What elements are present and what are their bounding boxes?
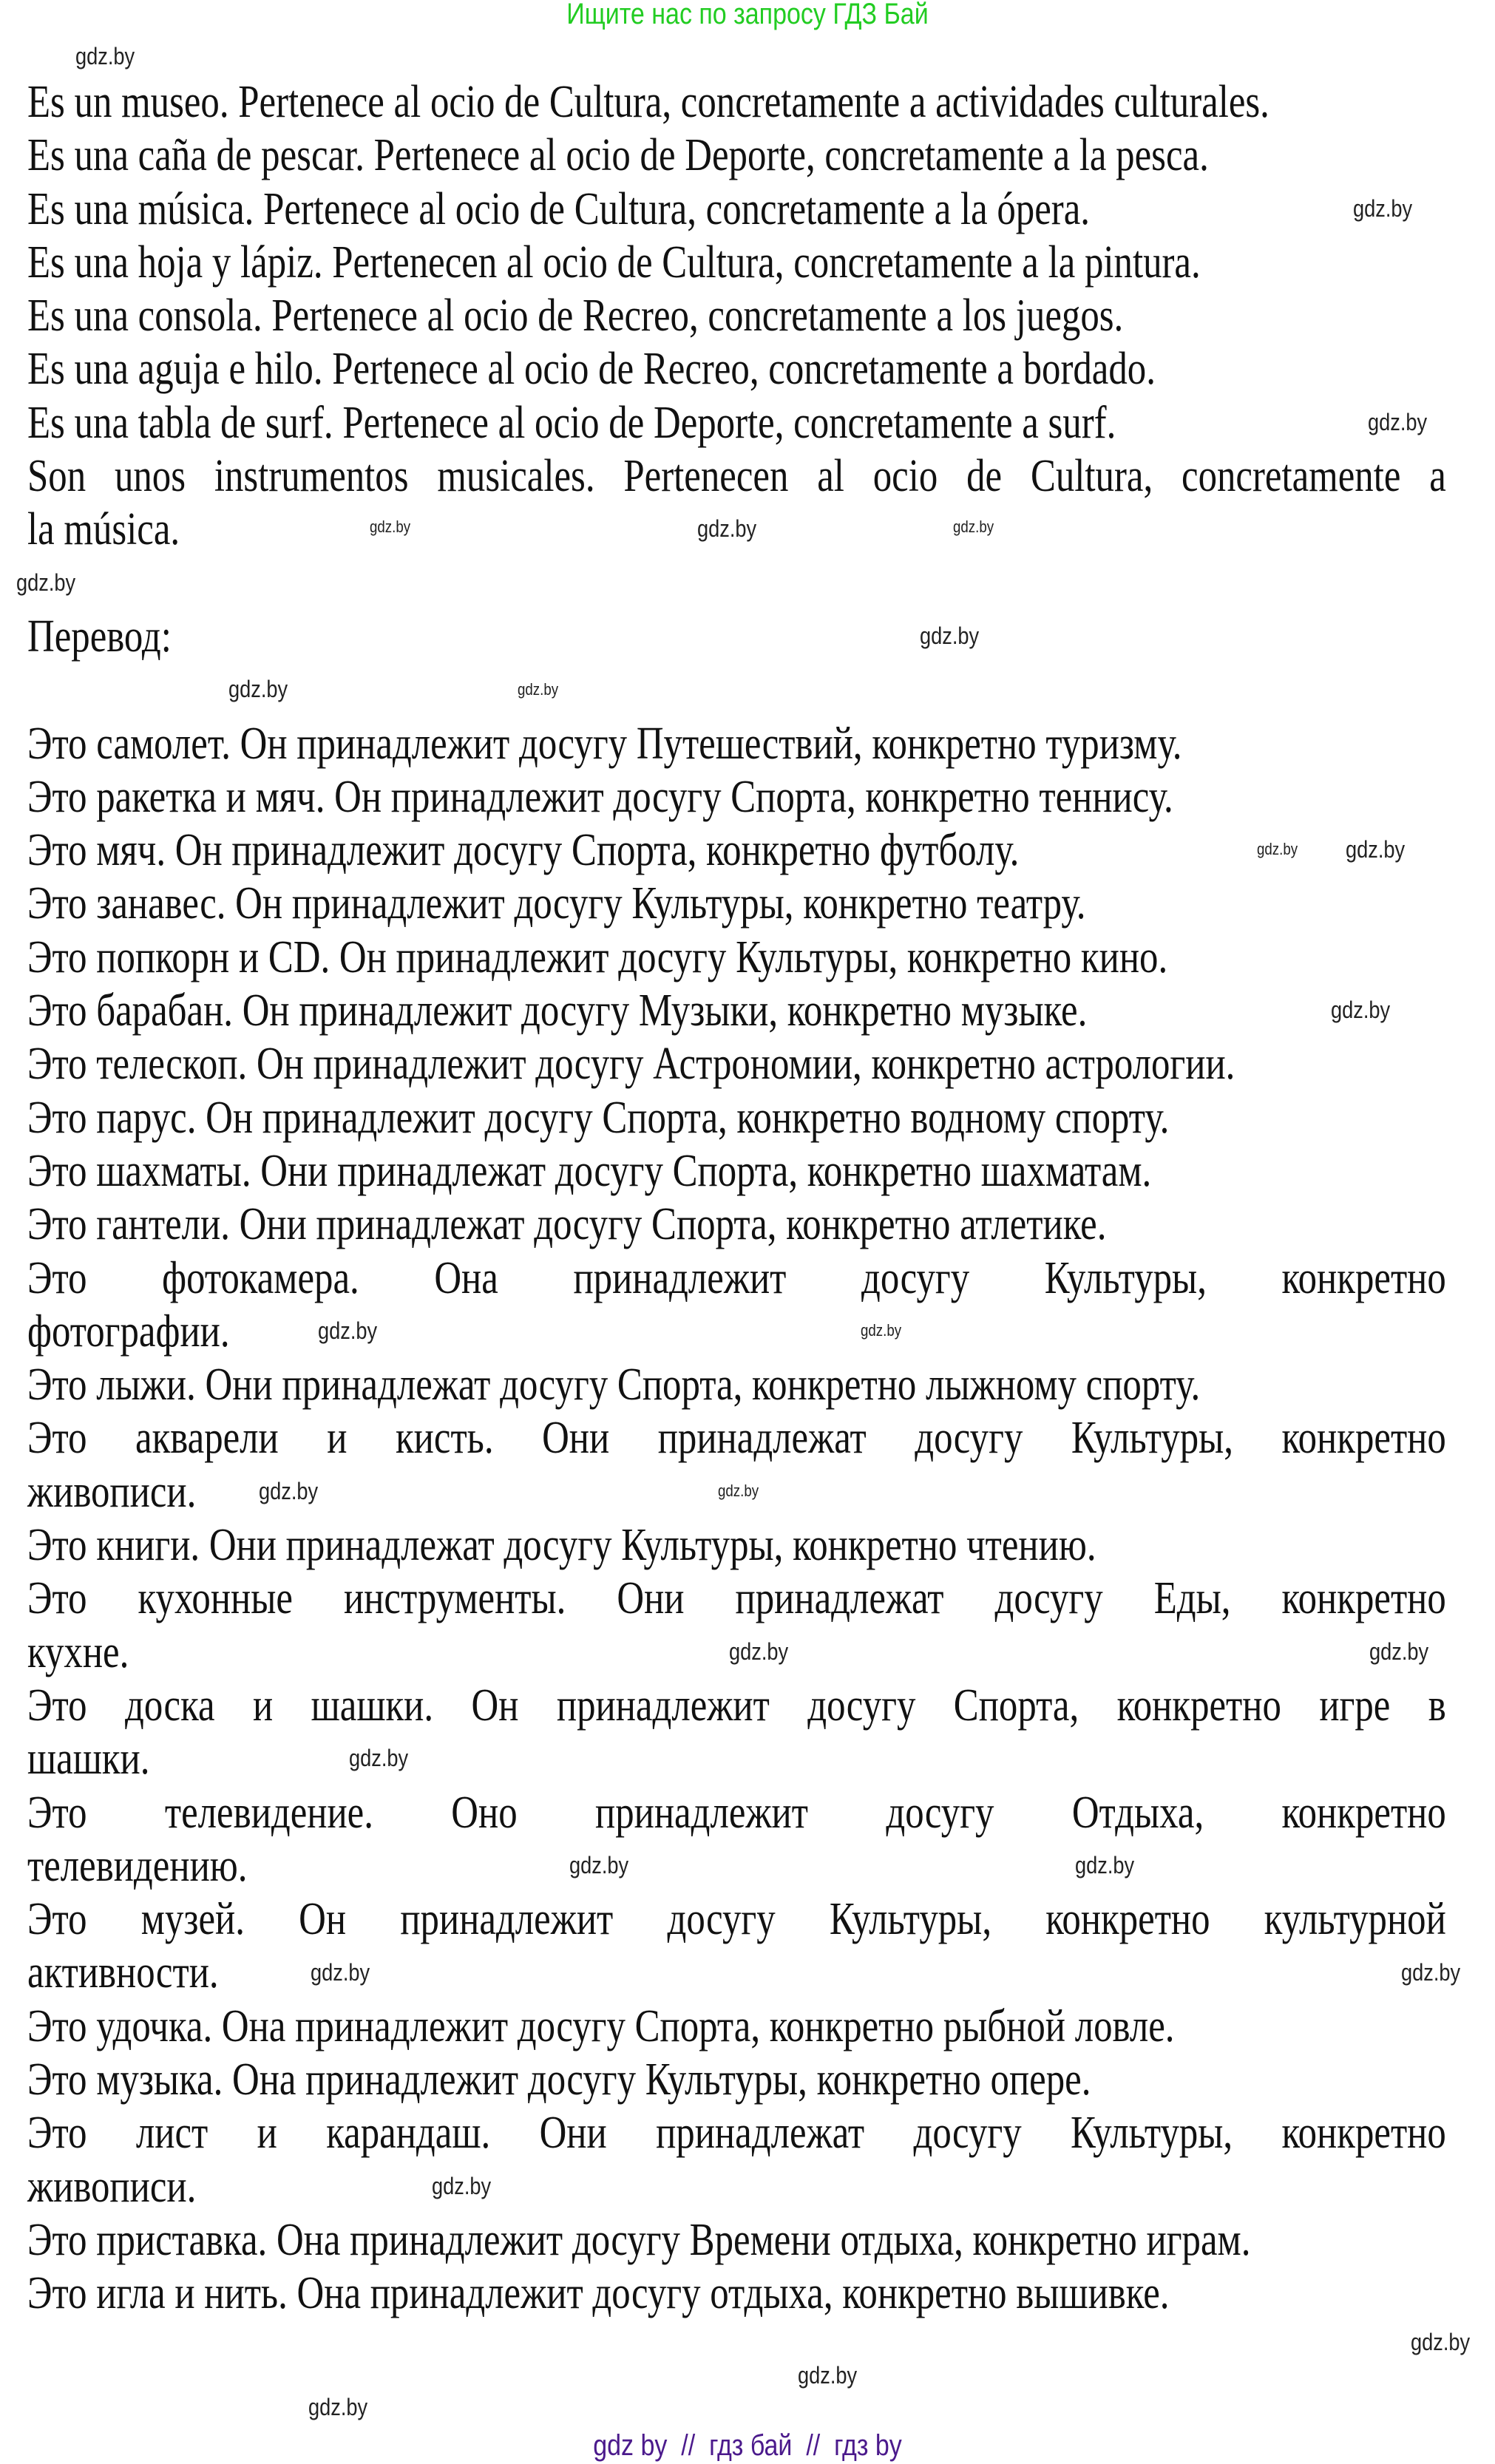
text-line: Это мяч. Он принадлежит досугу Спорта, конкретно футболу. [27, 825, 1020, 876]
watermark: gdz.by [1369, 1638, 1429, 1665]
russian-sentence [27, 1411, 1446, 1518]
spanish-sentence [27, 236, 1446, 289]
footer-links[interactable]: gdz by // гдз бай // гдз by [593, 2429, 902, 2462]
text-line: Это доска и шашки. Он принадлежит досугу Спорта, конкретно игре в [27, 1680, 1446, 1731]
text-line: Это лыжи. Они принадлежат досугу Спорта, конкретно лыжному спорту. [27, 1360, 1201, 1411]
watermark: gdz.by [75, 43, 135, 69]
text-line: Это самолет. Он принадлежит досугу Путешествий, конкретно туризму. [27, 718, 1182, 769]
russian-sentence [27, 1198, 1446, 1251]
text-line: Это акварели и кисть. Они принадлежат досугу Культуры, конкретно [27, 1413, 1446, 1464]
text-line: Это кухонные инструменты. Они принадлежат досугу Еды, конкретно [27, 1573, 1446, 1624]
watermark: gdz.by [318, 1317, 378, 1344]
watermark: gdz.by [518, 680, 559, 699]
russian-sentence [27, 2267, 1446, 2320]
text-line: Это телевидение. Оно принадлежит досугу Отдыха, конкретно [27, 1787, 1446, 1838]
text-line: Это музей. Он принадлежит досугу Культуры, конкретно культурной [27, 1894, 1446, 1945]
text-line: шашки. [27, 1734, 150, 1785]
text-line: Это лист и карандаш. Они принадлежат досугу Культуры, конкретно [27, 2108, 1446, 2159]
watermark: gdz.by [920, 622, 980, 649]
text-line: активности. [27, 1947, 219, 1998]
text-line: Это попкорн и CD. Он принадлежит досугу Культуры, конкретно кино. [27, 931, 1168, 982]
spanish-sentence [27, 183, 1446, 236]
russian-sentence [27, 2000, 1446, 2053]
russian-sentence [27, 1786, 1446, 1893]
text-line: Es un museo. Pertenece al ocio de Cultura, concretamente a actividades culturales. [27, 77, 1269, 127]
text-line: Это книги. Они принадлежат досугу Культуры, конкретно чтению. [27, 1520, 1096, 1571]
watermark: gdz.by [1411, 2329, 1471, 2355]
text-line: Это удочка. Она принадлежит досугу Спорта, конкретно рыбной ловле. [27, 2000, 1175, 2051]
watermark: gdz.by [697, 515, 757, 542]
watermark: gdz.by [1353, 195, 1413, 222]
russian-sentence [27, 1037, 1446, 1090]
text-line: Es una tabla de surf. Pertenece al ocio de Deporte, concretamente a surf. [27, 397, 1116, 448]
russian-sentence [27, 931, 1446, 984]
russian-sentence [27, 984, 1446, 1037]
text-line: Это ракетка и мяч. Он принадлежит досугу Спорта, конкретно теннису. [27, 771, 1173, 822]
russian-sentence [27, 2213, 1446, 2267]
watermark: gdz.by [228, 676, 288, 702]
spanish-sentence [27, 396, 1446, 449]
watermark: gdz.by [1368, 409, 1428, 435]
text-line: Это телескоп. Он принадлежит досугу Астрономии, конкретно астрологии. [27, 1039, 1235, 1090]
spacer [27, 557, 1446, 610]
text-line: живописи. [27, 1466, 197, 1517]
watermark: gdz.by [798, 2362, 858, 2389]
text-line: живописи. [27, 2161, 197, 2212]
watermark: gdz.by [349, 1745, 409, 1771]
text-line: Es una caña de pescar. Pertenece al ocio de Deporte, concretamente a la pesca. [27, 130, 1209, 181]
russian-sentence [27, 1091, 1446, 1144]
spanish-sentence [27, 289, 1446, 342]
text-line: Это шахматы. Они принадлежат досугу Спорта, конкретно шахматам. [27, 1145, 1152, 1196]
russian-sentence [27, 877, 1446, 930]
watermark: gdz.by [729, 1638, 789, 1665]
russian-sentence [27, 1252, 1446, 1359]
watermark: gdz.by [718, 1482, 759, 1500]
text-line: Es una consola. Pertenece al ocio de Recreo, concretamente a los juegos. [27, 291, 1124, 342]
text-line: Это игла и нить. Она принадлежит досугу отдыха, конкретно вышивке. [27, 2268, 1170, 2319]
watermark: gdz.by [1257, 840, 1298, 858]
watermark: gdz.by [861, 1321, 902, 1340]
russian-sentence [27, 824, 1446, 877]
russian-sentence [27, 1144, 1446, 1198]
spanish-sentence [27, 342, 1446, 396]
spanish-sentence [27, 75, 1446, 129]
search-hint-banner: Ищите нас по запросу ГДЗ Бай [566, 0, 929, 30]
watermark: gdz.by [1075, 1852, 1135, 1878]
text-line: кухне. [27, 1626, 129, 1677]
text-line: Son unos instrumentos musicales. Pertenecen al ocio de Cultura, concretamente a [27, 451, 1446, 502]
watermark: gdz.by [953, 517, 994, 536]
answer-text [27, 75, 1446, 2320]
text-line: Es una música. Pertenece al ocio de Cultura, concretamente a la ópera. [27, 183, 1091, 234]
text-line: Es una hoja y lápiz. Pertenecen al ocio de Cultura, concretamente a la pintura. [27, 237, 1201, 288]
watermark: gdz.by [432, 2173, 492, 2199]
text-line: Это приставка. Она принадлежит досугу Времени отдыха, конкретно играм. [27, 2214, 1251, 2265]
text-line: Это гантели. Они принадлежат досугу Спорта, конкретно атлетике. [27, 1199, 1107, 1250]
text-line: Это музыка. Она принадлежит досугу Культуры, конкретно опере. [27, 2054, 1091, 2105]
watermark: gdz.by [1331, 997, 1391, 1023]
watermark: gdz.by [569, 1852, 629, 1878]
text-line: Это занавес. Он принадлежит досугу Культуры, конкретно театру. [27, 878, 1086, 929]
watermark: gdz.by [1401, 1959, 1461, 1986]
text-line: Es una aguja e hilo. Pertenece al ocio de Recreo, concretamente a bordado. [27, 344, 1156, 395]
text-line: телевидению. [27, 1840, 248, 1891]
text-line: Это барабан. Он принадлежит досугу Музыки, конкретно музыке. [27, 985, 1088, 1036]
russian-sentence [27, 2106, 1446, 2213]
russian-sentence [27, 1679, 1446, 1786]
text-line: Это парус. Он принадлежит досугу Спорта, конкретно водному спорту. [27, 1092, 1170, 1143]
text-line: фотографии. [27, 1306, 230, 1357]
watermark: gdz.by [308, 2394, 368, 2420]
russian-sentence [27, 2053, 1446, 2106]
watermark: gdz.by [259, 1478, 319, 1504]
spanish-sentence [27, 129, 1446, 182]
watermark: gdz.by [1346, 836, 1406, 863]
watermark: gdz.by [370, 517, 411, 536]
russian-sentence [27, 1518, 1446, 1572]
text-line: Это фотокамера. Она принадлежит досугу Культуры, конкретно [27, 1252, 1446, 1303]
watermark: gdz.by [311, 1959, 370, 1986]
russian-sentence [27, 717, 1446, 770]
watermark: gdz.by [16, 569, 76, 596]
russian-sentence [27, 1358, 1446, 1411]
russian-sentence [27, 1893, 1446, 2000]
russian-sentence [27, 770, 1446, 824]
text-line: la música. [27, 504, 180, 555]
translation-heading: Перевод: [27, 611, 172, 662]
